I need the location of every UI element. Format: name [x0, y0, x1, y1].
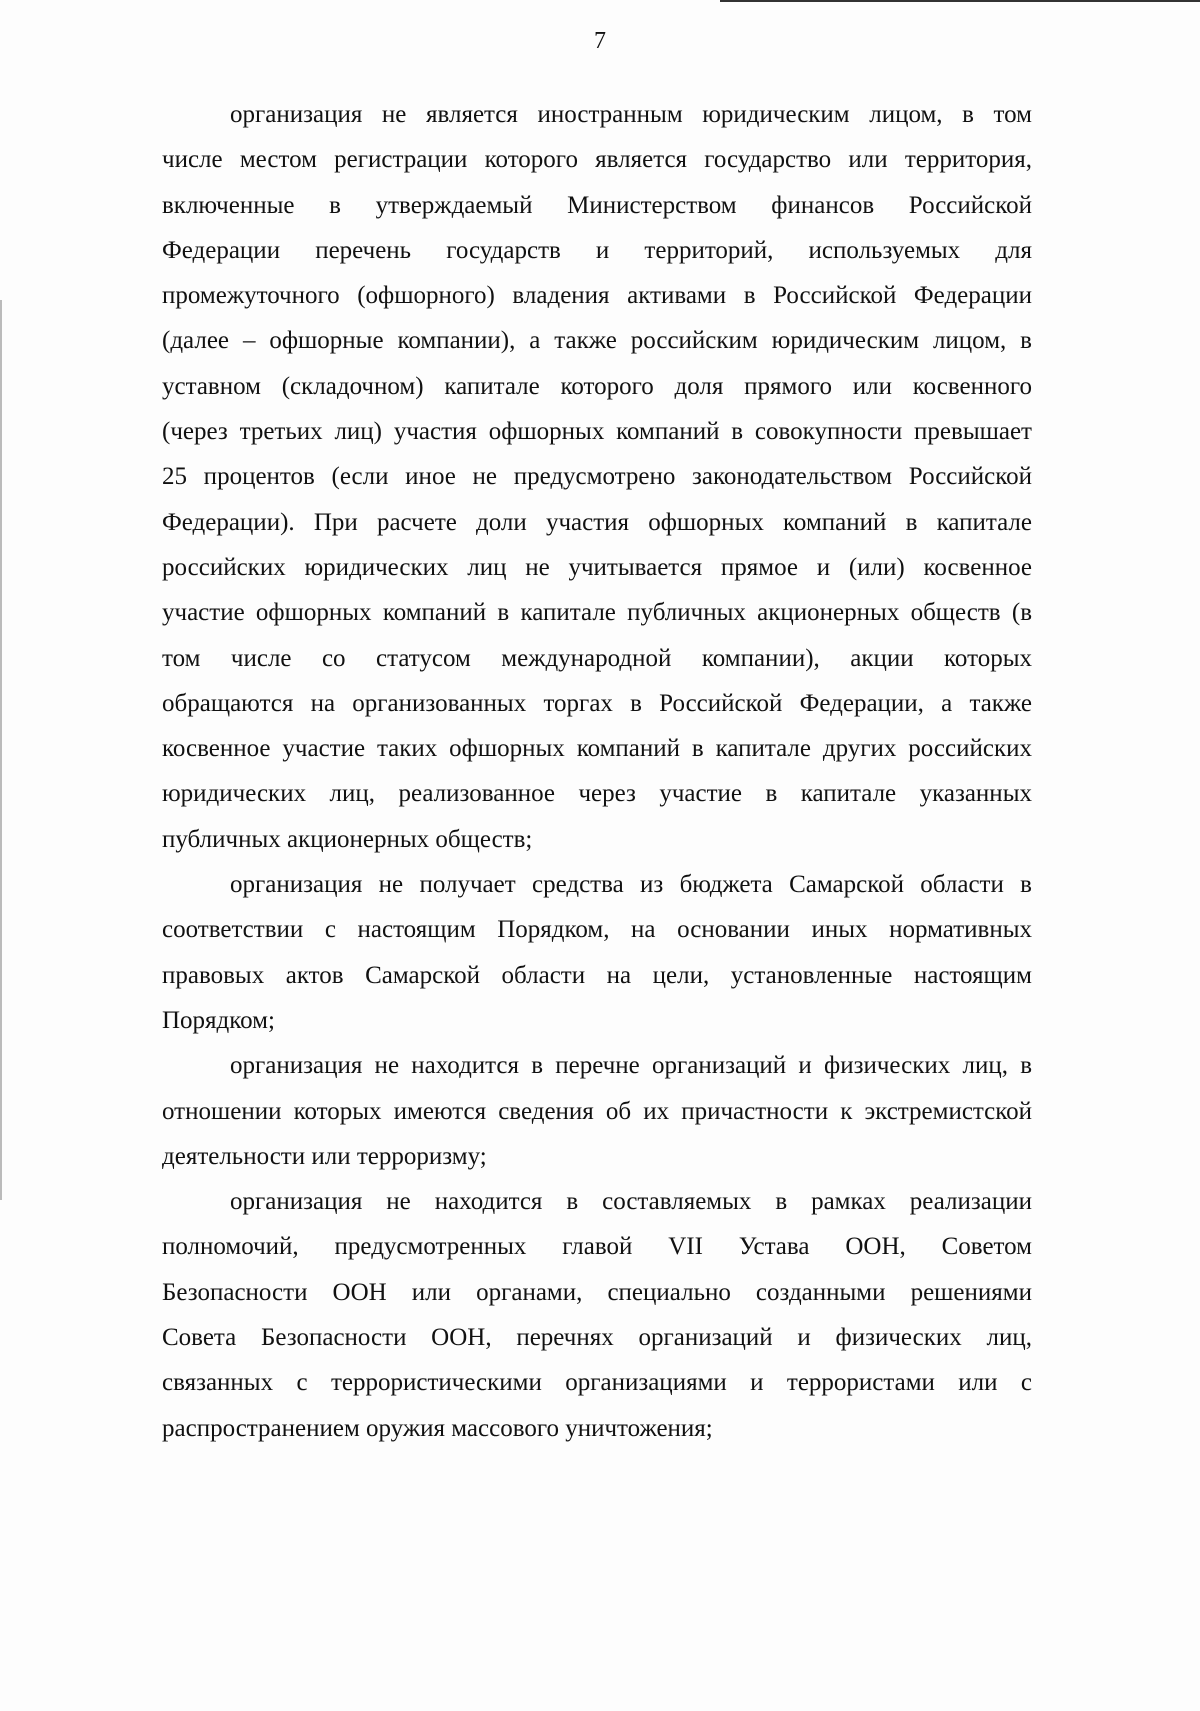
scan-edge-left [0, 300, 2, 1200]
text-line: полномочий, предусмотренных главой VII Устава ООН, Советом [162, 1233, 1032, 1261]
text-line: организация не является иностранным юридическим лицом, в том [230, 101, 1032, 128]
text-line: правовых актов Самарской области на цели, установленные настоящим [162, 961, 1032, 989]
paragraph [162, 862, 1032, 1043]
scan-edge-top [720, 0, 1200, 2]
text-line: обращаются на организованных торгах в Российской Федерации, а также [162, 689, 1032, 717]
text-line: Федерации). При расчете доли участия офшорных компаний в капитале [162, 508, 1032, 536]
text-line: косвенное участие таких офшорных компаний в капитале других российских [162, 735, 1032, 763]
document-body [162, 92, 1032, 1451]
text-line: деятельности или терроризму; [162, 1142, 487, 1170]
text-line: соответствии с настоящим Порядком, на основании иных нормативных [162, 916, 1032, 944]
text-line: уставном (складочном) капитале которого доля прямого или косвенного [162, 372, 1032, 400]
text-line: (через третьих лиц) участия офшорных компаний в совокупности превышает [162, 418, 1032, 446]
text-line: Порядком; [162, 1006, 275, 1034]
text-line: 25 процентов (если иное не предусмотрено законодательством Российской [162, 463, 1032, 491]
text-line: публичных акционерных обществ; [162, 825, 533, 853]
text-line: распространением оружия массового уничтожения; [162, 1414, 713, 1442]
text-line: организация не находится в составляемых в рамках реализации [230, 1188, 1032, 1216]
text-line: участие офшорных компаний в капитале публичных акционерных обществ (в [162, 599, 1032, 627]
text-line: юридических лиц, реализованное через участие в капитале указанных [162, 780, 1032, 808]
paragraph [162, 1179, 1032, 1451]
text-line: организация не находится в перечне организаций и физических лиц, в [230, 1052, 1032, 1080]
text-line: промежуточного (офшорного) владения активами в Российской Федерации [162, 282, 1032, 310]
text-line: организация не получает средства из бюджета Самарской области в [230, 871, 1032, 899]
text-line: Совета Безопасности ООН, перечнях организаций и физических лиц, [162, 1324, 1032, 1352]
text-line: отношении которых имеются сведения об их причастности к экстремистской [162, 1097, 1032, 1125]
text-line: том числе со статусом международной компании), акции которых [162, 644, 1032, 672]
paragraph [162, 1043, 1032, 1179]
text-line: (далее – офшорные компании), а также российским юридическим лицом, в [162, 327, 1032, 355]
paragraph [162, 92, 1032, 862]
text-line: Федерации перечень государств и территорий, используемых для [162, 236, 1032, 264]
page-number: 7 [594, 28, 606, 54]
text-line: Безопасности ООН или органами, специально созданными решениями [162, 1278, 1032, 1306]
text-line: российских юридических лиц не учитывается прямое и (или) косвенное [162, 553, 1032, 581]
text-line: связанных с террористическими организациями и террористами или с [162, 1369, 1032, 1397]
text-line: включенные в утверждаемый Министерством финансов Российской [162, 191, 1032, 219]
text-line: числе местом регистрации которого является государство или территория, [162, 146, 1032, 174]
